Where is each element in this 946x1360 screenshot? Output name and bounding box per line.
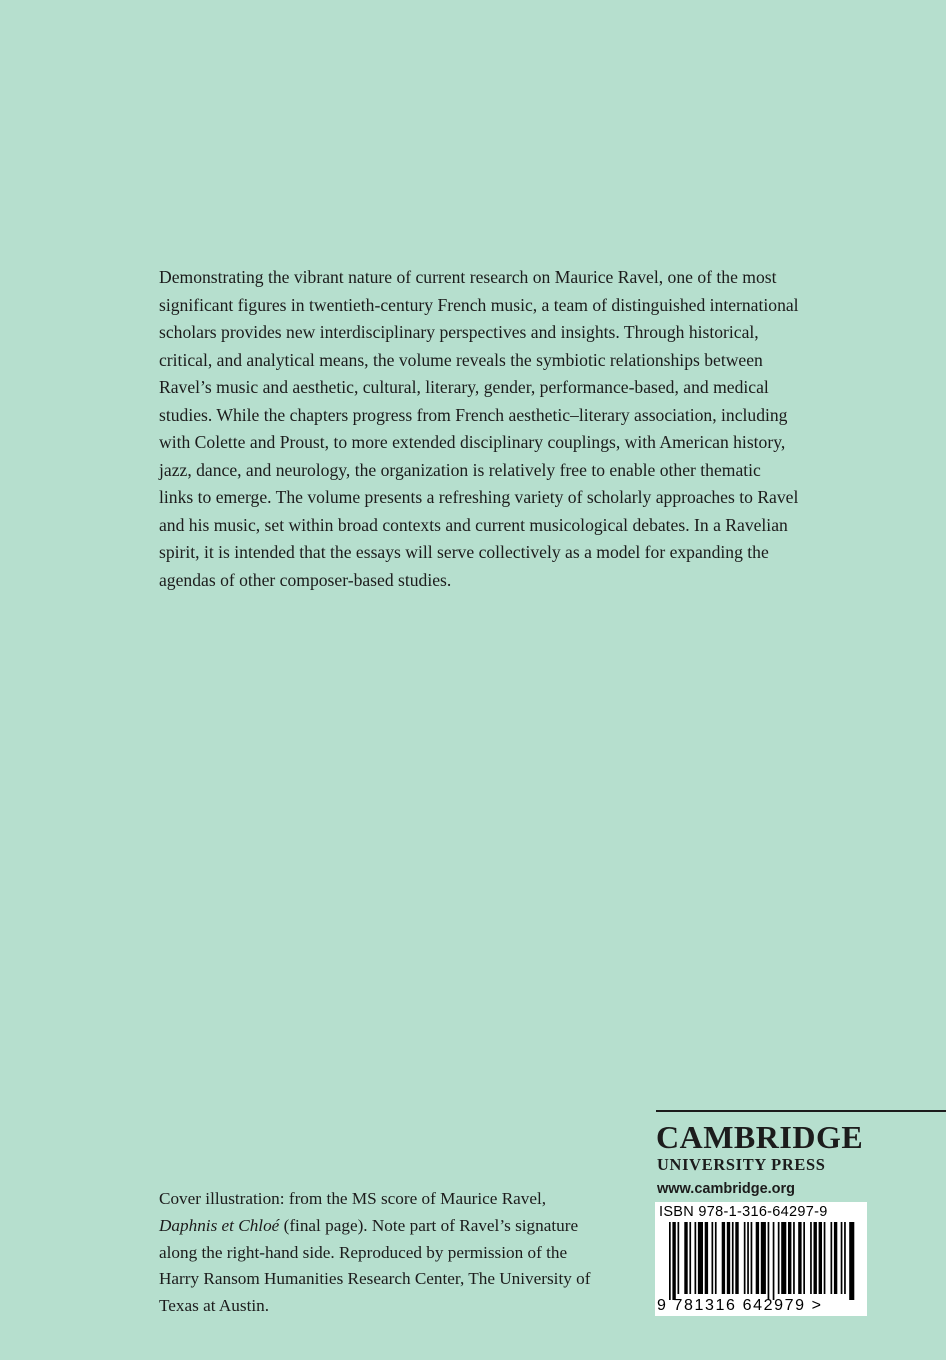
barcode-bars	[655, 1222, 867, 1300]
publisher-name: CAMBRIDGE	[656, 1119, 864, 1155]
barcode-digits: 9 781316 642979 >	[657, 1297, 823, 1314]
work-title: Daphnis et Chloé	[159, 1215, 280, 1235]
publisher-url: www.cambridge.org	[657, 1181, 796, 1197]
credit-rest: (final page). Note part of Ravel’s signature along the right-hand side. Reproduced by permission of the Harry Ransom Humanities Research Center, The University of Texas at Austin.	[159, 1215, 591, 1316]
cover-illustration-credit	[159, 1186, 599, 1320]
book-description: Demonstrating the vibrant nature of current research on Maurice Ravel, one of the most significant figures in twentieth-century French music, a team of distinguished international scholars provides new interdisciplinary perspectives and insights. Through historical, critical, and analytical means, the volume reveals the symbiotic relationships between Ravel’s music and aesthetic, cultural, literary, gender, performance-based, and medical studies. While the chapters progress from French aesthetic–literary association, including with Colette and Proust, to more extended disciplinary couplings, with American history, jazz, dance, and neurology, the organization is relatively free to enable other thematic links to emerge. The volume presents a refreshing variety of scholarly approaches to Ravel and his music, set within broad contexts and current musicological debates. In a Ravelian spirit, it is intended that the essays will serve collectively as a model for expanding the agendas of other composer-based studies.	[159, 267, 799, 590]
publisher-logo	[656, 1110, 946, 1202]
isbn-label: ISBN 978-1-316-64297-9	[659, 1204, 828, 1220]
publisher-rule	[656, 1110, 946, 1112]
credit-intro: Cover illustration: from the MS score of Maurice Ravel,	[159, 1189, 547, 1208]
isbn-barcode	[655, 1202, 867, 1316]
publisher-subname: UNIVERSITY PRESS	[657, 1155, 826, 1174]
